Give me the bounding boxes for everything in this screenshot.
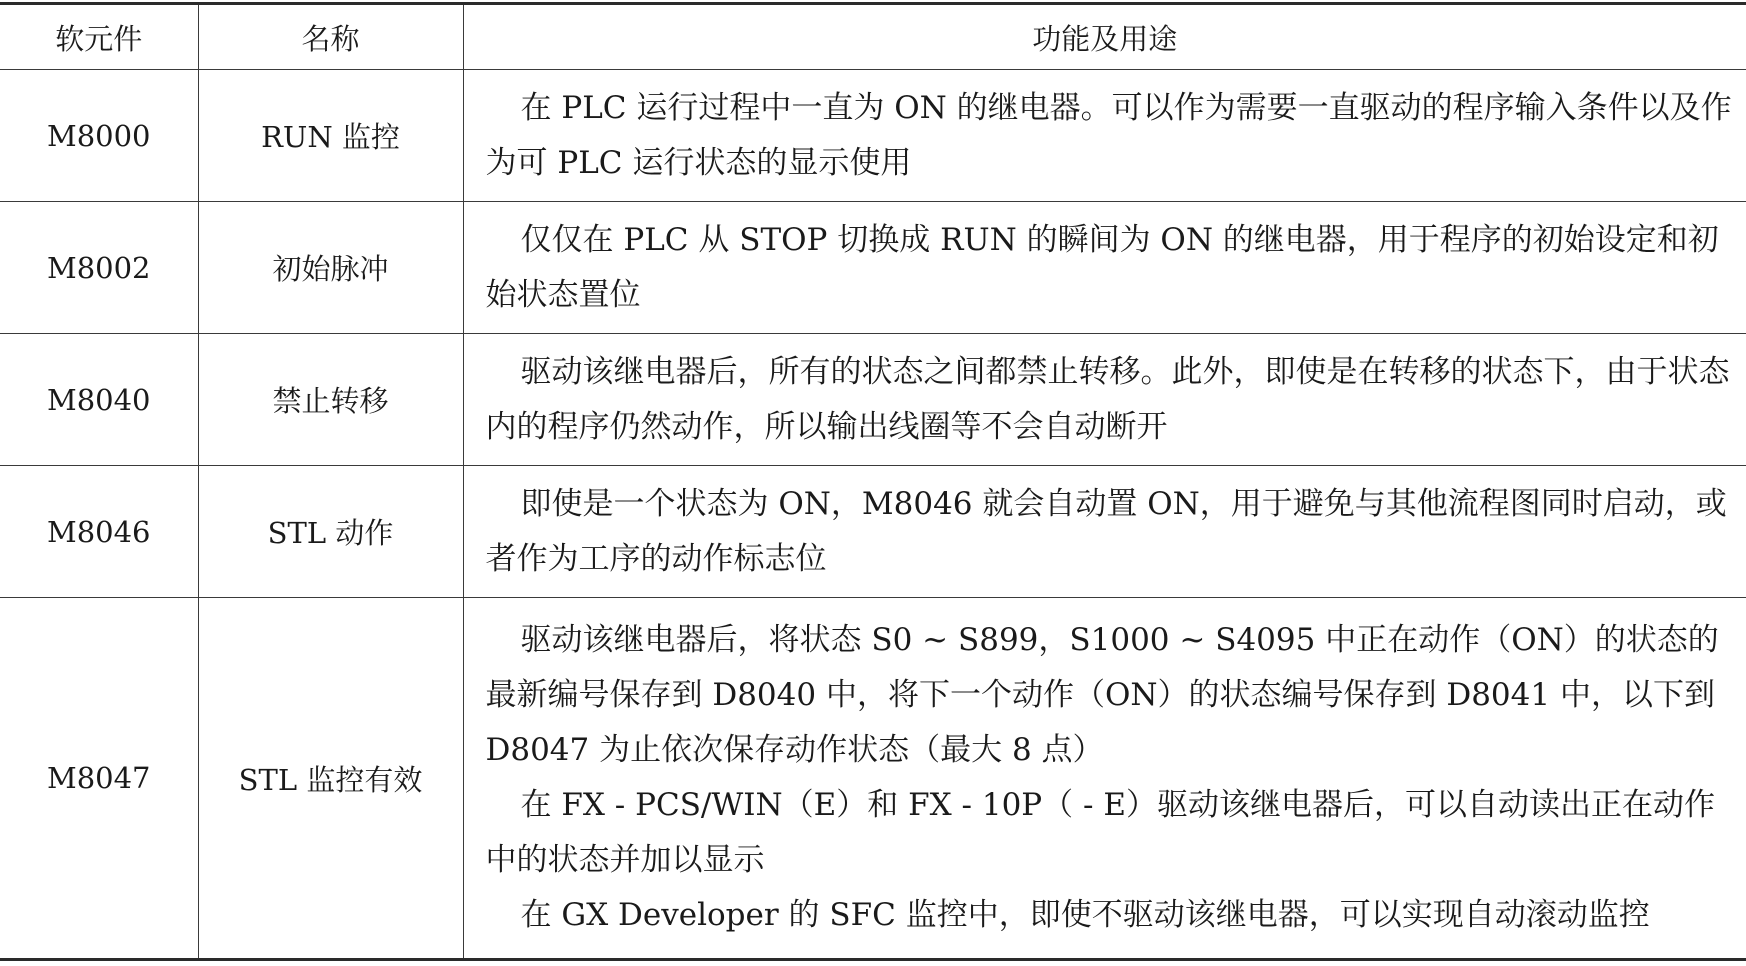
- device-cell: M8000: [0, 70, 198, 202]
- description-paragraph: 驱动该继电器后，所有的状态之间都禁止转移。此外，即使是在转移的状态下，由于状态内的程序仍然动作，所以输出线圈等不会自动断开: [485, 353, 1730, 445]
- header-function: 功能及用途: [463, 4, 1746, 70]
- header-device: 软元件: [0, 4, 198, 70]
- device-cell: M8047: [0, 598, 198, 960]
- header-name: 名称: [198, 4, 463, 70]
- device-cell: M8040: [0, 334, 198, 466]
- description-cell: [463, 70, 1746, 202]
- table-row: [0, 202, 1746, 334]
- description-paragraph: 仅仅在 PLC 从 STOP 切换成 RUN 的瞬间为 ON 的继电器，用于程序的初始设定和初始状态置位: [485, 221, 1719, 313]
- special-relay-table: [0, 2, 1746, 961]
- table-row: [0, 334, 1746, 466]
- table-header-row: [0, 4, 1746, 70]
- name-cell: 禁止转移: [198, 334, 463, 466]
- name-cell: RUN 监控: [198, 70, 463, 202]
- name-cell: STL 动作: [198, 466, 463, 598]
- description-cell: [463, 334, 1746, 466]
- description-paragraph: 在 PLC 运行过程中一直为 ON 的继电器。可以作为需要一直驱动的程序输入条件以及作为可 PLC 运行状态的显示使用: [485, 89, 1732, 181]
- description-paragraph: 在 FX - PCS/WIN（E）和 FX - 10P（ - E）驱动该继电器后，可以自动读出正在动作中的状态并加以显示: [485, 787, 1715, 878]
- table-row: [0, 598, 1746, 960]
- description-cell: [463, 598, 1746, 960]
- description-cell: [463, 202, 1746, 334]
- description-paragraph: 即使是一个状态为 ON，M8046 就会自动置 ON，用于避免与其他流程图同时启动，或者作为工序的动作标志位: [485, 485, 1727, 577]
- table-row: [0, 70, 1746, 202]
- device-cell: M8046: [0, 466, 198, 598]
- name-cell: 初始脉冲: [198, 202, 463, 334]
- description-paragraph: 在 GX Developer 的 SFC 监控中，即使不驱动该继电器，可以实现自动滚动监控: [520, 897, 1650, 933]
- name-cell: STL 监控有效: [198, 598, 463, 960]
- description-cell: [463, 466, 1746, 598]
- device-cell: M8002: [0, 202, 198, 334]
- table-row: [0, 466, 1746, 598]
- description-paragraph: 驱动该继电器后，将状态 S0 ~ S899，S1000 ~ S4095 中正在动作（ON）的状态的最新编号保存到 D8040 中，将下一个动作（ON）的状态编号保存到 D8041 中，以下到 D8047 为止依次保存动作状态（最大 8 点）: [485, 622, 1719, 768]
